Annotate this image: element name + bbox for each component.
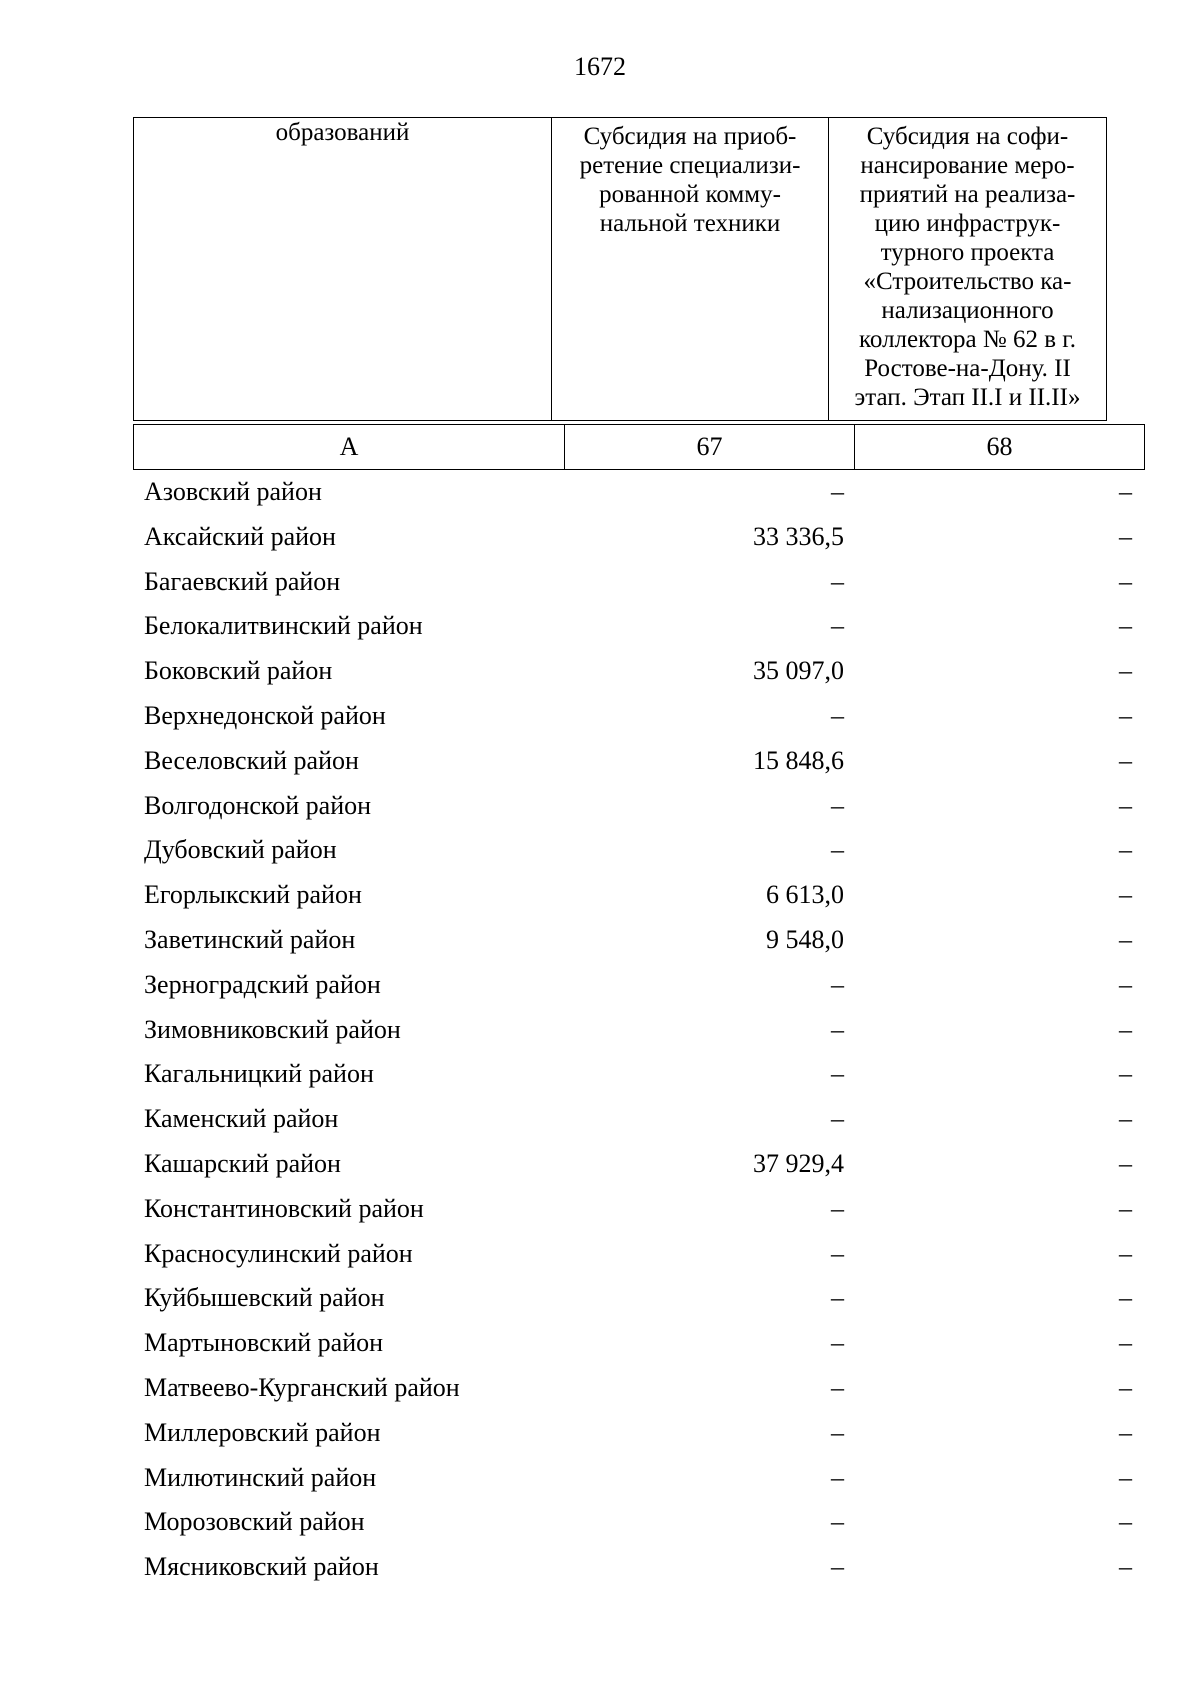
table-row <box>0 649 1200 694</box>
table-row <box>0 515 1200 560</box>
value-col-67: – <box>831 477 844 506</box>
value-col-67: – <box>831 969 844 999</box>
district-name: Заветинский район <box>144 924 356 954</box>
table-row <box>0 1366 1200 1411</box>
table-row <box>0 694 1200 739</box>
table-row <box>0 828 1200 873</box>
header-col-municipality-text: образований <box>275 119 410 146</box>
value-col-67: – <box>831 1372 844 1402</box>
value-col-68: – <box>1119 745 1132 775</box>
page-number: 1672 <box>574 52 626 81</box>
district-name: Морозовский район <box>144 1507 365 1537</box>
value-col-68: – <box>1119 1014 1132 1044</box>
value-col-67: 15 848,6 <box>753 745 844 775</box>
table-row <box>0 784 1200 829</box>
value-col-68: – <box>1119 924 1132 954</box>
district-name: Матвеево-Курганский район <box>144 1372 460 1402</box>
value-col-68: – <box>1119 1372 1132 1402</box>
index-cell-68: 68 <box>855 425 1145 470</box>
value-col-67: – <box>831 835 844 865</box>
table-row <box>0 1142 1200 1187</box>
value-col-68: – <box>1119 1193 1132 1223</box>
value-col-67: – <box>831 1417 844 1447</box>
table-row <box>0 470 1200 515</box>
district-name: Дубовский район <box>144 835 337 865</box>
value-col-67: 35 097,0 <box>753 656 844 686</box>
value-col-67: – <box>831 790 844 820</box>
value-col-68: – <box>1119 611 1132 641</box>
index-cell-67: 67 <box>565 425 855 470</box>
value-col-67: – <box>831 1059 844 1089</box>
district-name: Егорлыкский район <box>144 880 362 910</box>
value-col-68: – <box>1119 521 1132 551</box>
table-row <box>0 1008 1200 1053</box>
table-row <box>0 1232 1200 1277</box>
value-col-68: – <box>1119 1283 1132 1313</box>
district-name: Волгодонской район <box>144 790 372 820</box>
value-col-68: – <box>1119 1104 1132 1134</box>
value-col-68: – <box>1119 790 1132 820</box>
table-row <box>0 560 1200 605</box>
value-col-67: – <box>831 566 844 596</box>
value-col-68: – <box>1119 700 1132 730</box>
district-name: Веселовский район <box>144 745 359 775</box>
value-col-67: – <box>831 700 844 730</box>
header-col-68 <box>829 118 1107 421</box>
value-col-68: – <box>1119 1462 1132 1492</box>
value-col-67: – <box>831 1328 844 1358</box>
header-col-67-text: Субсидия на приоб- ретение специализи- рованной комму- нальной техники <box>579 123 801 237</box>
value-col-68: – <box>1119 1552 1132 1582</box>
table-row <box>0 1411 1200 1456</box>
table-row <box>0 604 1200 649</box>
value-col-68: – <box>1119 1059 1132 1089</box>
table-row <box>0 1052 1200 1097</box>
table-row <box>0 1187 1200 1232</box>
value-col-67: – <box>831 1238 844 1268</box>
header-col-67 <box>552 118 829 421</box>
value-col-67: – <box>831 611 844 641</box>
table-row <box>0 1276 1200 1321</box>
district-name: Кашарский район <box>144 1148 341 1178</box>
district-name: Милютинский район <box>144 1462 377 1492</box>
value-col-68: – <box>1119 1328 1132 1358</box>
value-col-68: – <box>1119 1238 1132 1268</box>
value-col-67: – <box>831 1552 844 1582</box>
district-name: Каменский район <box>144 1104 339 1134</box>
header-col-municipality <box>134 118 552 421</box>
district-name: Аксайский район <box>144 521 336 551</box>
value-col-68: – <box>1119 566 1132 596</box>
district-name: Зерноградский район <box>144 969 381 999</box>
district-name: Миллеровский район <box>144 1417 381 1447</box>
value-col-68: – <box>1119 880 1132 910</box>
value-col-68: – <box>1119 1507 1132 1537</box>
district-name: Кагальницкий район <box>144 1059 374 1089</box>
district-name: Белокалитвинский район <box>144 611 423 641</box>
value-col-67: – <box>831 1014 844 1044</box>
value-col-68: – <box>1119 969 1132 999</box>
value-col-67: – <box>831 1507 844 1537</box>
district-name: Азовский район <box>144 477 322 506</box>
table-row <box>0 873 1200 918</box>
district-name: Зимовниковский район <box>144 1014 401 1044</box>
district-name: Мясниковский район <box>144 1552 379 1582</box>
value-col-68: – <box>1119 656 1132 686</box>
header-col-68-text: Субсидия на софи- нансирование меро- приятий на реализа- цию инфраструк- турного проекта «Строительство ка- нализационного коллектора № 62 в г. Ростове-на-Дону. II этап. Этап II.I и II.II» <box>854 123 1081 411</box>
district-name: Багаевский район <box>144 566 341 596</box>
table-row <box>0 1456 1200 1501</box>
table-row <box>0 1545 1200 1590</box>
table-row <box>0 739 1200 784</box>
value-col-67: 37 929,4 <box>753 1148 844 1178</box>
district-name: Верхнедонской район <box>144 700 386 730</box>
column-index-row <box>133 424 1145 470</box>
district-name: Мартыновский район <box>144 1328 384 1358</box>
value-col-67: 33 336,5 <box>753 521 844 551</box>
value-col-67: 9 548,0 <box>766 924 844 954</box>
value-col-67: – <box>831 1462 844 1492</box>
table-row <box>0 918 1200 963</box>
value-col-68: – <box>1119 1417 1132 1447</box>
value-col-67: – <box>831 1104 844 1134</box>
table-header <box>133 117 1107 421</box>
table-row <box>0 963 1200 1008</box>
district-name: Константиновский район <box>144 1193 424 1223</box>
value-col-68: – <box>1119 835 1132 865</box>
table-row <box>0 1500 1200 1545</box>
value-col-67: – <box>831 1283 844 1313</box>
value-col-68: – <box>1119 1148 1132 1178</box>
district-name: Куйбышевский район <box>144 1283 385 1313</box>
table-body <box>0 470 1200 1590</box>
table-row <box>0 1097 1200 1142</box>
table-row <box>0 1321 1200 1366</box>
value-col-67: – <box>831 1193 844 1223</box>
district-name: Боковский район <box>144 656 333 686</box>
index-cell-a: А <box>134 425 565 470</box>
value-col-68: – <box>1119 477 1132 506</box>
district-name: Красносулинский район <box>144 1238 413 1268</box>
value-col-67: 6 613,0 <box>766 880 844 910</box>
